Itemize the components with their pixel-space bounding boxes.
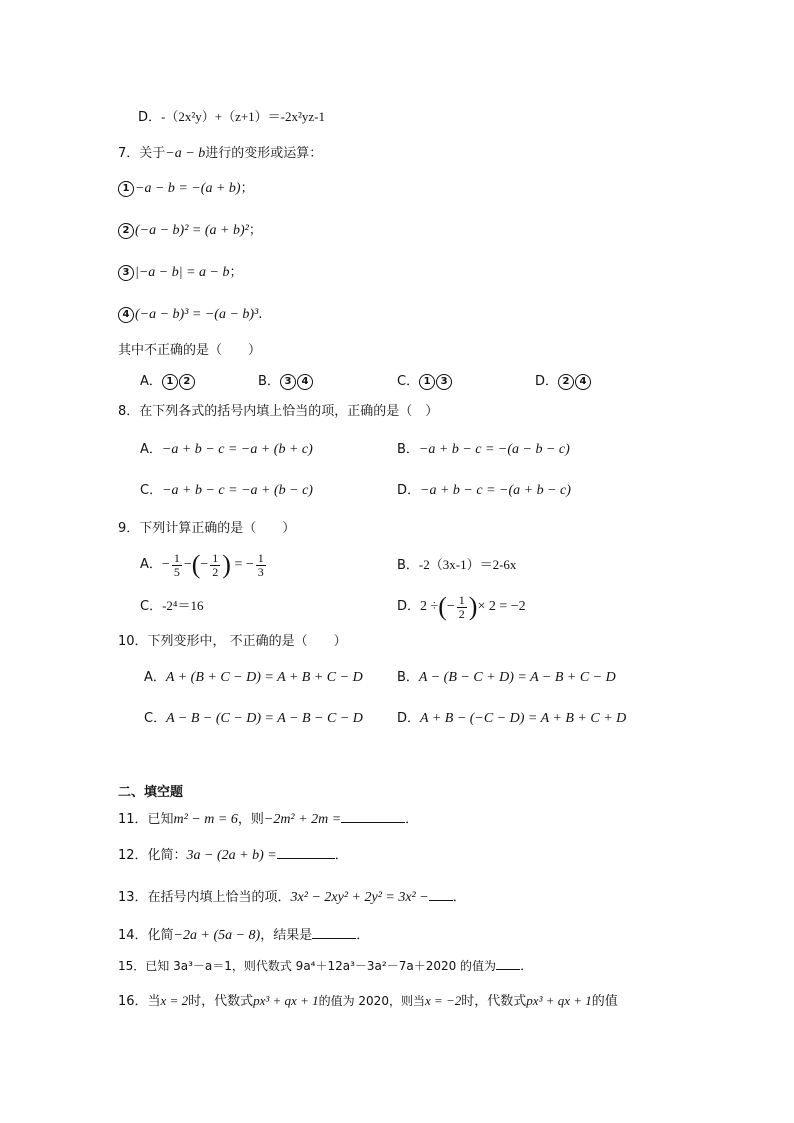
- option-label: C．: [140, 483, 163, 498]
- answer-blank[interactable]: [496, 957, 520, 970]
- q9-option-a: [140, 548, 268, 582]
- q10-option-c: [144, 710, 363, 728]
- option-expression: A + B − (−C − D) = A + B + C + D: [420, 711, 627, 726]
- section-heading: 二、填空题: [118, 785, 184, 800]
- question-text: 的值: [591, 994, 618, 1009]
- paren-close: ): [468, 592, 478, 621]
- q8-stem: [118, 403, 438, 421]
- q10-stem: [118, 633, 347, 651]
- q7-question: [118, 342, 261, 360]
- q15: [118, 957, 533, 976]
- option-expression: A − B − (C − D) = A − B − C − D: [166, 711, 363, 726]
- punctuation: ．: [520, 959, 534, 974]
- punctuation: ；: [240, 181, 254, 196]
- option-label: D．: [397, 599, 421, 614]
- question-text: 10．下列变形中， 不正确的是（ ）: [118, 634, 347, 649]
- circled-number-icon: 3: [118, 265, 134, 281]
- q7-item-1: [118, 180, 254, 198]
- expression: px³ + qx + 1: [253, 993, 319, 1008]
- option-label: A．: [144, 670, 166, 685]
- question-text: 时，代数式: [461, 994, 527, 1009]
- minus-sign: −: [183, 557, 192, 572]
- q9-option-d: [397, 590, 526, 624]
- option-expression: A − (B − C + D) = A − B + C − D: [418, 670, 616, 685]
- option-label: C．: [144, 711, 167, 726]
- option-label: B．: [397, 558, 419, 573]
- fraction: $\frac{1}{3}$: [257, 550, 264, 579]
- fraction: $\frac{1}{2}$: [212, 550, 219, 579]
- fraction: $\frac{1}{2}$: [458, 592, 465, 621]
- answer-blank[interactable]: [312, 926, 356, 939]
- q10-option-d: [397, 710, 626, 728]
- punctuation: ；: [248, 223, 262, 238]
- question-text: 16．当: [118, 994, 161, 1009]
- expression: 3x² − 2xy² + 2y² = 3x² −: [290, 890, 429, 905]
- question-text: 其中不正确的是（ ）: [118, 343, 262, 358]
- item-expression: −a − b = −(a + b): [135, 181, 241, 196]
- expression: x = 2: [160, 993, 189, 1008]
- option-label: D．: [397, 711, 421, 726]
- question-text: 15．已知 3a³－a＝1，则代数式 9a⁴＋12a³－3a²－7a＋2020 的值为: [118, 959, 497, 973]
- question-number: 7．: [118, 146, 140, 161]
- option-expression: −a + b − c = −a + (b − c): [162, 483, 313, 498]
- circled-number-icon: 3: [280, 374, 296, 390]
- option-label: B．: [397, 670, 419, 685]
- expression: x = −2: [424, 993, 462, 1008]
- minus-sign: −: [200, 557, 209, 572]
- expression: px³ + qx + 1: [526, 993, 592, 1008]
- circled-number-icon: 3: [436, 374, 452, 390]
- q8-option-b: [397, 441, 570, 459]
- question-text: 14．化简: [118, 928, 174, 943]
- paren-open: (: [191, 550, 201, 579]
- paren-open: (: [438, 592, 447, 621]
- q9-stem: [118, 520, 295, 538]
- option-label: A．: [140, 374, 162, 389]
- circled-number-icon: 2: [118, 223, 134, 239]
- option-expression: -2（3x-1）＝2-6x: [418, 557, 517, 572]
- option-expression: -2⁴＝16: [162, 598, 204, 613]
- option-label: D．: [535, 374, 559, 389]
- question-text: 8．在下列各式的括号内填上恰当的项，正确的是（ ）: [118, 404, 439, 419]
- q7-option-d: [535, 373, 592, 391]
- circled-number-icon: 4: [118, 307, 134, 323]
- question-text: ，结果是: [260, 928, 313, 943]
- circled-number-icon: 2: [558, 374, 574, 390]
- q11: [118, 810, 418, 829]
- question-text: 时，代数式: [188, 994, 254, 1009]
- expression: m² − m = 6: [173, 812, 238, 827]
- q8-option-d: [397, 482, 571, 500]
- item-expression: (−a − b)² = (a + b)²: [135, 223, 249, 238]
- q8-option-c: [140, 482, 313, 500]
- punctuation: .: [258, 307, 263, 322]
- q7-option-a: [140, 373, 196, 391]
- circled-number-icon: 1: [118, 181, 134, 197]
- punctuation: ．: [452, 890, 466, 905]
- option-label: B．: [397, 442, 419, 457]
- circled-number-icon: 1: [419, 374, 435, 390]
- q7-option-b: [258, 373, 314, 391]
- option-label: C．: [397, 374, 420, 389]
- circled-number-icon: 1: [162, 374, 178, 390]
- q7-stem: [118, 145, 322, 163]
- option-expression: −a + b − c = −a + (b + c): [161, 442, 313, 457]
- equals-sign: = −: [230, 557, 254, 572]
- q7-item-4: [118, 306, 262, 324]
- question-text: 11．已知: [118, 812, 174, 827]
- circled-number-icon: 2: [179, 374, 195, 390]
- question-text: ，则: [237, 812, 264, 827]
- question-text: 9．下列计算正确的是（ ）: [118, 521, 296, 536]
- option-expression: −a + b − c = −(a − b − c): [418, 442, 570, 457]
- option-label: D．: [138, 110, 162, 125]
- option-label: B．: [258, 374, 280, 389]
- circled-number-icon: 4: [297, 374, 313, 390]
- minus-sign: −: [446, 599, 455, 614]
- question-text: 13．在括号内填上恰当的项．: [118, 890, 291, 905]
- q7-option-c: [397, 373, 453, 391]
- q7-item-2: [118, 222, 262, 240]
- q13: [118, 888, 466, 907]
- expression: 3a − (2a + b) =: [186, 848, 277, 863]
- punctuation: ．: [405, 812, 419, 827]
- stem-expression: −a − b: [165, 146, 206, 161]
- option-label: C．: [140, 599, 163, 614]
- q16: [118, 992, 618, 1011]
- option-label: D．: [397, 483, 421, 498]
- q10-option-b: [397, 669, 616, 687]
- answer-blank[interactable]: [341, 810, 405, 823]
- question-text: 12．化简：: [118, 848, 187, 863]
- expression: −2m² + 2m =: [263, 812, 342, 827]
- q9-option-b: [397, 556, 516, 575]
- stem-text: 关于: [139, 146, 166, 161]
- answer-blank[interactable]: [277, 846, 335, 859]
- section-title: [118, 784, 183, 802]
- option-label: A．: [140, 442, 162, 457]
- q9-option-c: [140, 597, 203, 616]
- option-expression: -（2x²y）+（z+1）＝-2x²yz-1: [161, 109, 326, 124]
- expression: −2a + (5a − 8): [173, 928, 261, 943]
- punctuation: ．: [334, 848, 348, 863]
- item-expression: |−a − b| = a − b: [135, 265, 230, 280]
- equation-tail: × 2 = −2: [477, 599, 526, 614]
- option-expression: −a + b − c = −(a + b − c): [420, 483, 571, 498]
- option-expression: A + (B + C − D) = A + B + C − D: [165, 670, 363, 685]
- question-text: 的值为 2020，则当: [318, 994, 425, 1008]
- q14: [118, 926, 369, 945]
- q6-option-d: [138, 108, 325, 127]
- q8-option-a: [140, 441, 313, 459]
- item-expression: (−a − b)³ = −(a − b)³: [135, 307, 259, 322]
- circled-number-icon: 4: [575, 374, 591, 390]
- minus-sign: −: [161, 557, 170, 572]
- stem-text: 进行的变形或运算：: [205, 146, 323, 161]
- punctuation: ．: [356, 928, 370, 943]
- punctuation: ；: [229, 265, 243, 280]
- option-label: A．: [140, 557, 162, 572]
- q12: [118, 846, 348, 865]
- answer-blank[interactable]: [429, 888, 453, 901]
- q10-option-a: [144, 669, 363, 687]
- paren-close: ): [222, 550, 231, 579]
- fraction: $\frac{1}{5}$: [173, 550, 180, 579]
- number: 2 ÷: [420, 599, 439, 614]
- q7-item-3: [118, 264, 243, 282]
